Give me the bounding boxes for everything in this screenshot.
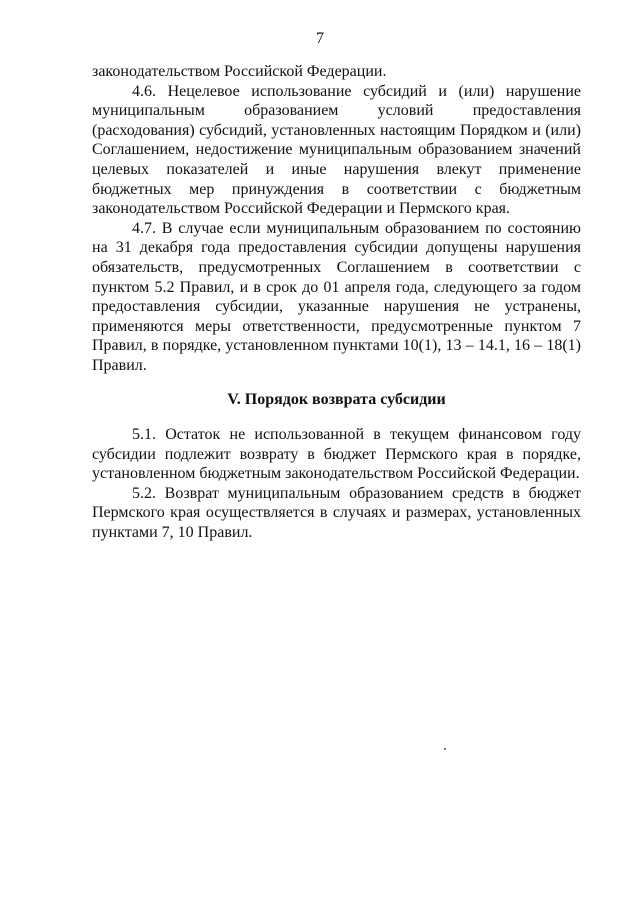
paragraph-5-1: 5.1. Остаток не использованной в текущем финансовом году субсидии подлежит возврату в бюджет Пермского края в порядке, установленном бюджетным законодательством Российской Федерации. [92, 426, 581, 483]
document-body [92, 62, 581, 543]
paragraph-5-2: 5.2. Возврат муниципальным образованием средств в бюджет Пермского края осуществляется в случаях и размерах, установленных пунктами 7, 10 Правил. [92, 484, 581, 542]
paragraph-4-6: 4.6. Нецелевое использование субсидий и (или) нарушение муниципальным образованием условий предоставления (расходования) субсидий, установленных настоящим Порядком и (или) Соглашением, недостижение муниципальным образованием значений целевых показателей и иные нарушения влекут применение бюджетных мер принуждения в соответствии с бюджетным законодательством Российской Федерации и Пермского края. [92, 82, 581, 218]
page-number: 7 [316, 30, 324, 47]
paragraph-continuation: законодательством Российской Федерации. [92, 63, 387, 80]
section-heading: V. Порядок возврата субсидии [227, 390, 446, 408]
paragraph-4-7: 4.7. В случае если муниципальным образованием по состоянию на 31 декабря года предоставления субсидии допущены нарушения обязательств, предусмотренных Соглашением в соответствии с пунктом 5.2 Правил, и в срок до 01 апреля года, следующего за годом предоставления субсидии, указанные нарушения не устранены, применяются меры ответственности, предусмотренные пунктом 7 Правил, в порядке, установленном пунктами 10(1), 13 – 14.1, 16 – 18(1) Правил. [92, 219, 581, 374]
scan-speck [444, 748, 446, 750]
